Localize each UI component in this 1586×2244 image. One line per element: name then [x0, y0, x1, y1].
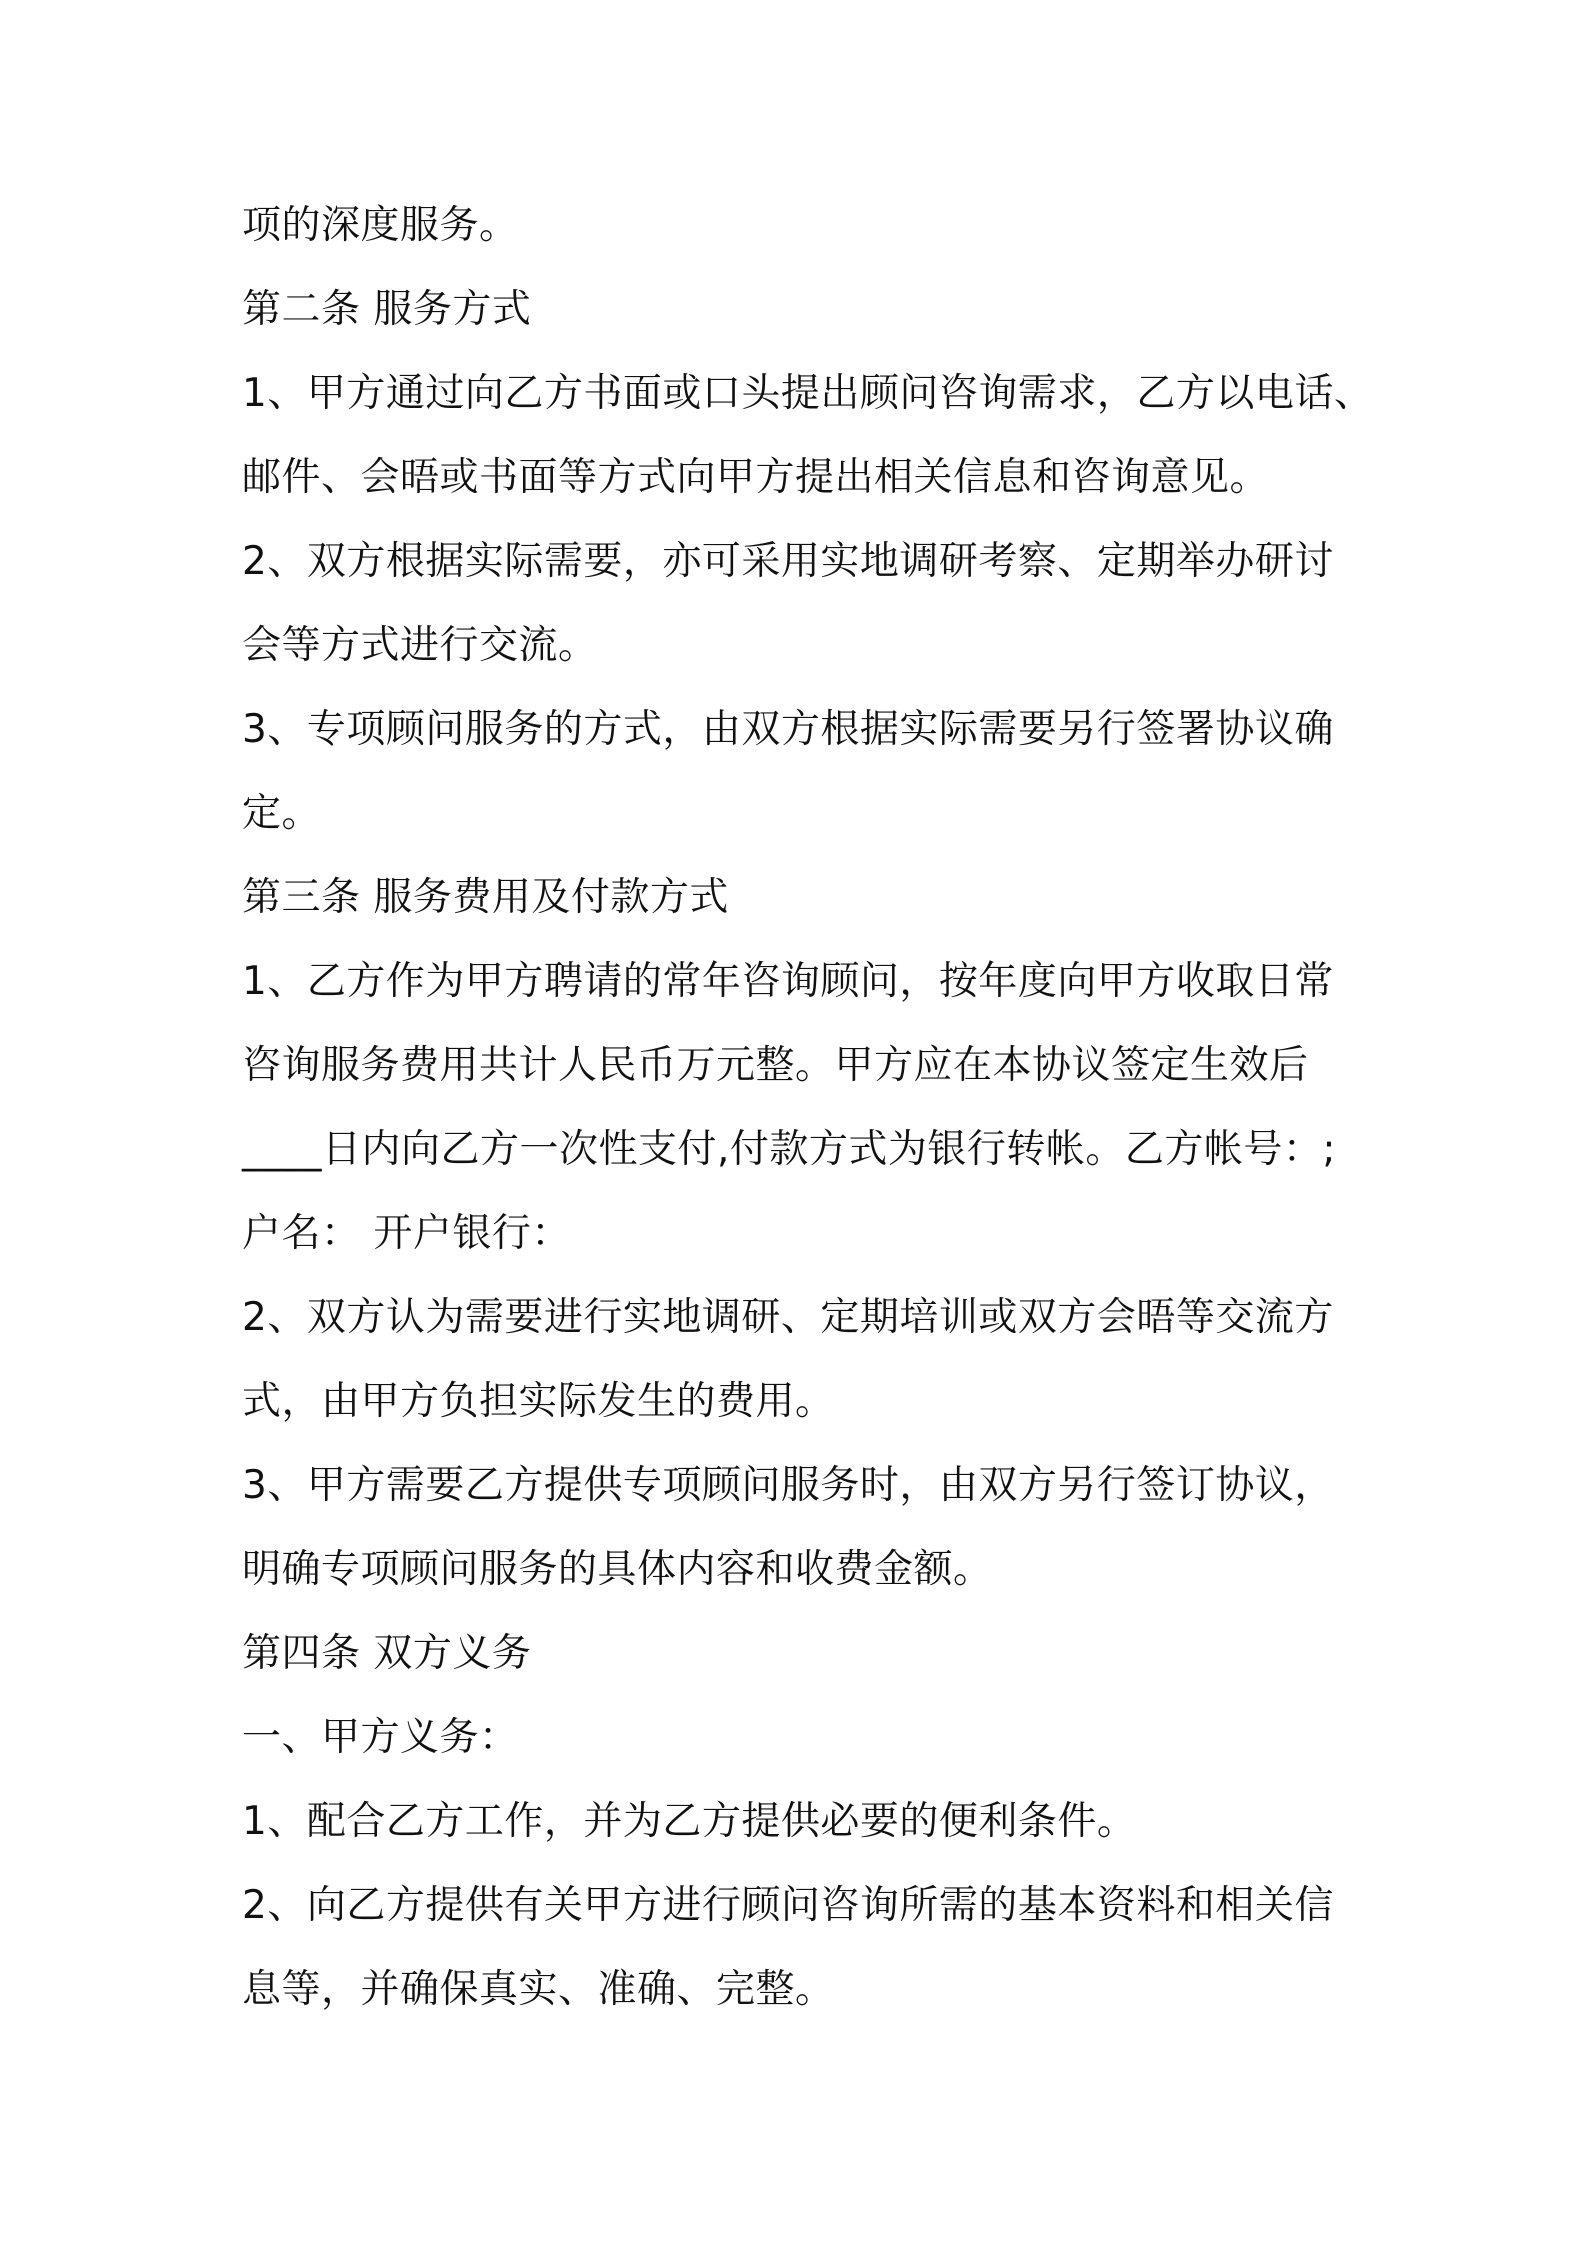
text-line: 定。 [242, 791, 322, 836]
section-heading: 第二条 服务方式 [242, 287, 532, 332]
text-line: 1、甲方通过向乙方书面或口头提出顾问咨询需求，乙方以电话、 [242, 371, 1374, 416]
text-line: 式，由甲方负担实际发生的费用。 [242, 1379, 835, 1424]
text-line: 2、向乙方提供有关甲方进行顾问咨询所需的基本资料和相关信 [242, 1883, 1334, 1928]
text-line: ____日内向乙方一次性支付,付款方式为银行转帐。乙方帐号：; [242, 1127, 1337, 1172]
text-line: 邮件、会晤或书面等方式向甲方提出相关信息和咨询意见。 [242, 455, 1270, 500]
text-line: 项的深度服务。 [242, 203, 519, 248]
text-line: 2、双方根据实际需要，亦可采用实地调研考察、定期举办研讨 [242, 539, 1334, 584]
text-line: 3、专项顾问服务的方式，由双方根据实际需要另行签署协议确 [242, 707, 1334, 752]
text-line: 1、配合乙方工作，并为乙方提供必要的便利条件。 [242, 1799, 1137, 1844]
text-line: 2、双方认为需要进行实地调研、定期培训或双方会晤等交流方 [242, 1295, 1334, 1340]
text-line: 户名： 开户银行： [242, 1211, 571, 1256]
text-line: 3、甲方需要乙方提供专项顾问服务时，由双方另行签订协议， [242, 1463, 1334, 1508]
section-heading: 第三条 服务费用及付款方式 [242, 875, 729, 920]
text-line: 明确专项顾问服务的具体内容和收费金额。 [242, 1547, 993, 1592]
text-line: 咨询服务费用共计人民币万元整。甲方应在本协议签定生效后 [242, 1043, 1309, 1088]
subsection-heading: 一、甲方义务： [242, 1715, 519, 1760]
text-line: 1、乙方作为甲方聘请的常年咨询顾问，按年度向甲方收取日常 [242, 959, 1334, 1004]
section-heading: 第四条 双方义务 [242, 1631, 532, 1676]
text-line: 会等方式进行交流。 [242, 623, 598, 668]
text-line: 息等，并确保真实、准确、完整。 [242, 1967, 835, 2012]
